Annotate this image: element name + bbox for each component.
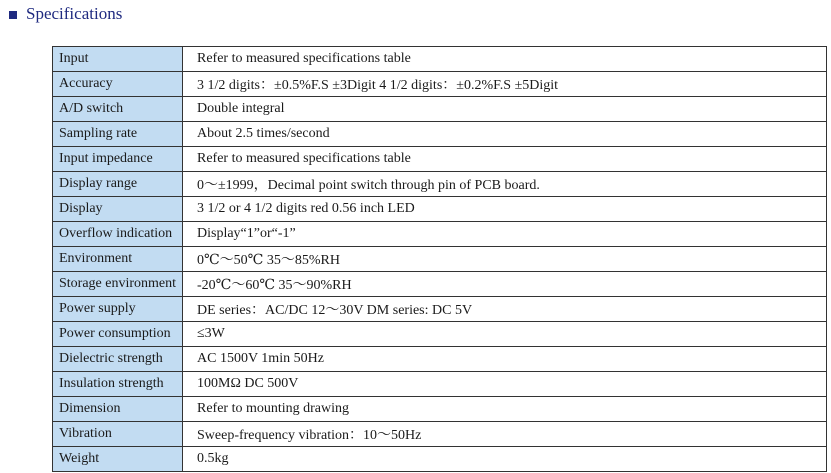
spec-value: -20℃～60℃ 35～90%RH bbox=[183, 272, 827, 297]
spec-value: 3 1/2 or 4 1/2 digits red 0.56 inch LED bbox=[183, 197, 827, 222]
spec-value: About 2.5 times/second bbox=[183, 122, 827, 147]
table-row bbox=[53, 172, 827, 197]
spec-value: Refer to measured specifications table bbox=[183, 47, 827, 72]
spec-value: 0.5kg bbox=[183, 447, 827, 472]
spec-label: Insulation strength bbox=[53, 372, 183, 397]
spec-label: Sampling rate bbox=[53, 122, 183, 147]
table-row bbox=[53, 422, 827, 447]
table-row bbox=[53, 197, 827, 222]
spec-value: Sweep-frequency vibration：10～50Hz bbox=[183, 422, 827, 447]
table-row bbox=[53, 272, 827, 297]
table-row bbox=[53, 397, 827, 422]
table-row bbox=[53, 97, 827, 122]
section-title: Specifications bbox=[26, 4, 123, 23]
spec-value: Refer to measured specifications table bbox=[183, 147, 827, 172]
spec-value: Double integral bbox=[183, 97, 827, 122]
spec-value: DE series：AC/DC 12～30V DM series: DC 5V bbox=[183, 297, 827, 322]
table-row bbox=[53, 297, 827, 322]
table-row bbox=[53, 347, 827, 372]
table-row bbox=[53, 122, 827, 147]
spec-label: Overflow indication bbox=[53, 222, 183, 247]
spec-value: 100MΩ DC 500V bbox=[183, 372, 827, 397]
spec-label: Dimension bbox=[53, 397, 183, 422]
spec-label: Power supply bbox=[53, 297, 183, 322]
spec-label: Display range bbox=[53, 172, 183, 197]
spec-value: 0～±1999，Decimal point switch through pin of PCB board. bbox=[183, 172, 827, 197]
spec-label: Environment bbox=[53, 247, 183, 272]
table-row bbox=[53, 147, 827, 172]
spec-value: 0℃～50℃ 35～85%RH bbox=[183, 247, 827, 272]
spec-label: Input bbox=[53, 47, 183, 72]
table-row bbox=[53, 247, 827, 272]
table-row bbox=[53, 222, 827, 247]
spec-label: Display bbox=[53, 197, 183, 222]
table-row bbox=[53, 72, 827, 97]
spec-value: AC 1500V 1min 50Hz bbox=[183, 347, 827, 372]
spec-label: Power consumption bbox=[53, 322, 183, 347]
spec-value: 3 1/2 digits：±0.5%F.S ±3Digit 4 1/2 digits：±0.2%F.S ±5Digit bbox=[183, 72, 827, 97]
table-row bbox=[53, 322, 827, 347]
spec-value: ≤3W bbox=[183, 322, 827, 347]
table-row bbox=[53, 447, 827, 472]
spec-value: Refer to mounting drawing bbox=[183, 397, 827, 422]
spec-label: Accuracy bbox=[53, 72, 183, 97]
table-row bbox=[53, 372, 827, 397]
spec-label: Dielectric strength bbox=[53, 347, 183, 372]
specifications-table bbox=[52, 46, 827, 472]
spec-value: Display“1”or“-1” bbox=[183, 222, 827, 247]
spec-label: Weight bbox=[53, 447, 183, 472]
spec-label: Input impedance bbox=[53, 147, 183, 172]
square-bullet-icon bbox=[9, 11, 17, 19]
spec-label: Vibration bbox=[53, 422, 183, 447]
table-row bbox=[53, 47, 827, 72]
section-heading bbox=[9, 2, 122, 26]
spec-label: Storage environment bbox=[53, 272, 183, 297]
spec-label: A/D switch bbox=[53, 97, 183, 122]
